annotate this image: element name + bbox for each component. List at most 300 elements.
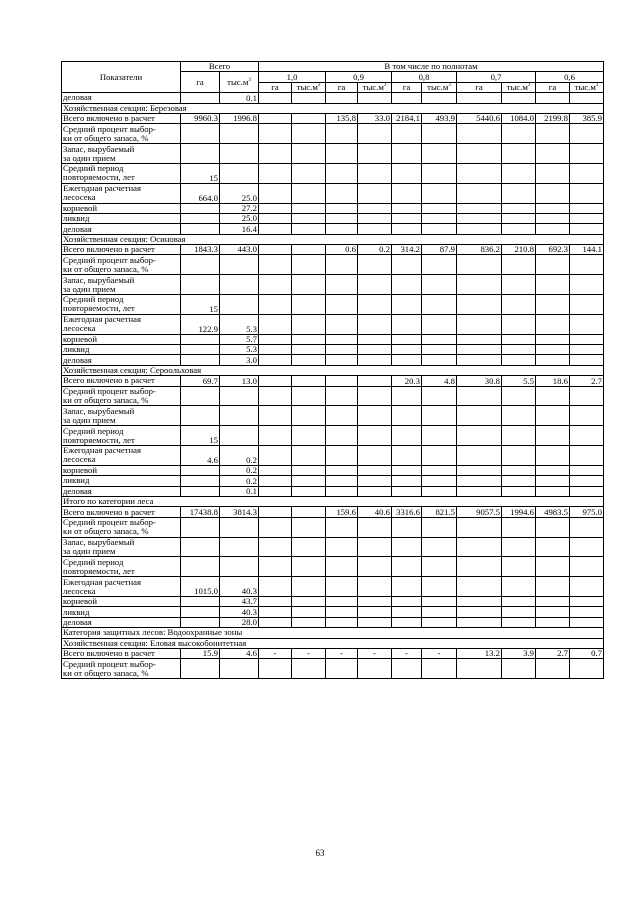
table-cell: 15 <box>181 295 220 315</box>
table-cell <box>536 577 570 597</box>
table-cell <box>392 203 422 213</box>
table-cell <box>326 486 358 496</box>
table-cell <box>292 113 326 123</box>
table-cell <box>502 255 536 275</box>
table-cell <box>392 314 422 334</box>
table-cell <box>358 314 392 334</box>
table-cell <box>422 345 457 355</box>
table-cell <box>181 406 220 426</box>
table-cell <box>259 93 292 103</box>
table-cell <box>259 355 292 365</box>
row-label: Средний процент выбор- ки от общего запаса, % <box>62 124 181 144</box>
table-cell <box>220 144 259 164</box>
table-cell <box>422 577 457 597</box>
table-cell <box>326 255 358 275</box>
table-cell <box>392 659 422 679</box>
table-cell <box>326 607 358 617</box>
table-cell <box>292 314 326 334</box>
table-cell <box>292 537 326 557</box>
table-cell <box>326 355 358 365</box>
table-cell: 1996.8 <box>220 113 259 123</box>
table-cell <box>502 213 536 223</box>
table-cell: 9057.5 <box>457 507 502 517</box>
table-cell <box>220 426 259 446</box>
table-cell <box>392 144 422 164</box>
table-cell <box>292 406 326 426</box>
table-cell <box>502 355 536 365</box>
table-cell: 0.1 <box>220 486 259 496</box>
table-row <box>62 163 604 183</box>
table-cell <box>536 124 570 144</box>
table-cell <box>259 345 292 355</box>
table-cell <box>326 376 358 386</box>
table-cell <box>536 93 570 103</box>
table-cell <box>259 376 292 386</box>
table-cell <box>358 213 392 223</box>
table-cell <box>457 355 502 365</box>
table-cell <box>392 406 422 426</box>
table-cell <box>422 93 457 103</box>
table-cell <box>292 476 326 486</box>
table-cell <box>326 659 358 679</box>
table-cell <box>502 314 536 334</box>
table-row <box>62 476 604 486</box>
row-label: корневой <box>62 203 181 213</box>
table-cell: 43.7 <box>220 596 259 606</box>
table-cell <box>502 224 536 234</box>
table-cell <box>292 386 326 406</box>
header-unit-vol: $тыс.м^3$ <box>502 82 536 92</box>
row-label: Средний период повторяемости, лет <box>62 557 181 577</box>
row-label: Ежегодная расчетная лесосека <box>62 446 181 466</box>
table-cell <box>570 465 604 475</box>
table-cell <box>392 255 422 275</box>
table-cell <box>292 557 326 577</box>
table-row <box>62 617 604 627</box>
row-label: Средний процент выбор- ки от общего запаса, % <box>62 517 181 537</box>
table-cell: 3.9 <box>502 648 536 658</box>
table-cell <box>422 255 457 275</box>
table-row <box>62 517 604 537</box>
table-cell <box>259 255 292 275</box>
table-cell: - <box>422 648 457 658</box>
table-cell <box>292 245 326 255</box>
table-row <box>62 224 604 234</box>
table-cell <box>292 577 326 597</box>
table-cell <box>502 295 536 315</box>
table-cell <box>220 386 259 406</box>
table-cell <box>536 465 570 475</box>
table-cell <box>536 426 570 446</box>
table-cell <box>292 275 326 295</box>
table-cell <box>181 617 220 627</box>
table-cell <box>292 465 326 475</box>
table-cell <box>422 617 457 627</box>
table-cell: 5.3 <box>220 314 259 334</box>
row-label: Средний период повторяемости, лет <box>62 426 181 446</box>
table-cell <box>358 406 392 426</box>
table-cell <box>181 124 220 144</box>
table-cell <box>326 345 358 355</box>
table-cell <box>358 557 392 577</box>
table-row <box>62 144 604 164</box>
table-cell <box>536 213 570 223</box>
row-label: ликвид <box>62 345 181 355</box>
table-cell <box>570 144 604 164</box>
header-unit-ha: га <box>536 82 570 92</box>
table-cell <box>358 255 392 275</box>
section-row <box>62 103 604 113</box>
table-cell <box>536 476 570 486</box>
table-row <box>62 507 604 517</box>
table-cell <box>358 144 392 164</box>
table-cell: 3814.3 <box>220 507 259 517</box>
table-cell: 27.2 <box>220 203 259 213</box>
table-cell <box>422 314 457 334</box>
table-cell <box>457 577 502 597</box>
row-label: корневой <box>62 334 181 344</box>
table-cell <box>358 386 392 406</box>
table-cell <box>457 557 502 577</box>
table-row <box>62 334 604 344</box>
table-row <box>62 203 604 213</box>
table-cell <box>392 163 422 183</box>
table-cell <box>326 476 358 486</box>
table-cell <box>457 659 502 679</box>
row-label: Запас, вырубаемый за один прием <box>62 537 181 557</box>
table-cell: 4.6 <box>181 446 220 466</box>
table-cell <box>536 517 570 537</box>
table-body <box>62 93 604 679</box>
table-cell: 1084.0 <box>502 113 536 123</box>
table-cell <box>358 355 392 365</box>
table-cell <box>358 426 392 446</box>
table-cell <box>292 376 326 386</box>
table-cell <box>326 93 358 103</box>
table-cell <box>457 163 502 183</box>
table-cell <box>326 224 358 234</box>
table-cell <box>292 334 326 344</box>
header-indicators: Показатели <box>62 62 181 93</box>
table-cell <box>422 537 457 557</box>
table-cell <box>502 659 536 679</box>
table-cell: - <box>259 648 292 658</box>
header-unit-ha: га <box>457 82 502 92</box>
table-cell <box>570 314 604 334</box>
table-cell <box>220 255 259 275</box>
table-cell <box>292 446 326 466</box>
table-cell <box>181 465 220 475</box>
table-cell <box>181 224 220 234</box>
table-cell <box>570 93 604 103</box>
table-cell <box>358 476 392 486</box>
table-cell <box>457 426 502 446</box>
table-cell <box>326 203 358 213</box>
section-row <box>62 496 604 506</box>
table-cell <box>259 295 292 315</box>
table-cell <box>358 446 392 466</box>
table-cell <box>292 255 326 275</box>
table-cell <box>570 446 604 466</box>
table-cell <box>570 163 604 183</box>
section-row <box>62 628 604 638</box>
table-cell <box>181 596 220 606</box>
table-cell <box>358 596 392 606</box>
table-cell <box>502 617 536 627</box>
table-cell <box>292 486 326 496</box>
table-row <box>62 596 604 606</box>
table-cell <box>536 406 570 426</box>
table-cell <box>502 163 536 183</box>
table-cell <box>422 355 457 365</box>
table-cell: 4983.5 <box>536 507 570 517</box>
table-cell <box>422 334 457 344</box>
table-cell <box>358 376 392 386</box>
table-cell <box>292 517 326 537</box>
table-cell <box>502 465 536 475</box>
table-cell: 3316.6 <box>392 507 422 517</box>
table-row <box>62 406 604 426</box>
table-cell <box>536 446 570 466</box>
table-cell <box>570 386 604 406</box>
table-cell <box>570 275 604 295</box>
table-cell: 2184.1 <box>392 113 422 123</box>
table-cell: 16.4 <box>220 224 259 234</box>
table-cell: 13.0 <box>220 376 259 386</box>
table-cell: 385.9 <box>570 113 604 123</box>
row-label: деловая <box>62 93 181 103</box>
table-cell <box>570 426 604 446</box>
row-label: корневой <box>62 465 181 475</box>
row-label: Средний процент выбор- ки от общего запаса, % <box>62 386 181 406</box>
table-cell <box>292 596 326 606</box>
table-cell <box>358 275 392 295</box>
table-cell <box>358 295 392 315</box>
table-row <box>62 213 604 223</box>
table-cell <box>502 446 536 466</box>
table-cell <box>502 183 536 203</box>
table-cell <box>259 617 292 627</box>
table-cell <box>259 659 292 679</box>
table-cell <box>326 163 358 183</box>
table-cell <box>536 163 570 183</box>
table-cell <box>259 476 292 486</box>
table-cell <box>502 124 536 144</box>
table-cell <box>358 334 392 344</box>
table-cell <box>457 183 502 203</box>
table-cell: 692.3 <box>536 245 570 255</box>
table-cell <box>502 93 536 103</box>
section-title: Итого по категории леса <box>62 496 604 506</box>
table-cell <box>502 476 536 486</box>
table-cell <box>422 465 457 475</box>
table-cell <box>422 426 457 446</box>
header-unit-vol: $тыс.м^3$ <box>570 82 604 92</box>
table-cell <box>422 596 457 606</box>
table-cell <box>536 255 570 275</box>
table-row <box>62 183 604 203</box>
table-cell <box>536 334 570 344</box>
table-cell: 2.7 <box>570 376 604 386</box>
table-cell <box>502 517 536 537</box>
table-cell <box>536 144 570 164</box>
table-cell <box>570 577 604 597</box>
header-including: В том числе по полнотам <box>259 62 604 72</box>
table-cell <box>570 537 604 557</box>
section-title: Хозяйственная секция: Березовая <box>62 103 604 113</box>
table-cell <box>358 517 392 537</box>
table-cell: 2199.8 <box>536 113 570 123</box>
table-cell <box>358 163 392 183</box>
table-cell <box>358 203 392 213</box>
table-cell <box>259 507 292 517</box>
forest-cutting-table <box>61 61 604 679</box>
table-cell <box>259 446 292 466</box>
table-cell: 30.8 <box>457 376 502 386</box>
table-cell <box>536 537 570 557</box>
table-cell <box>457 596 502 606</box>
table-cell <box>457 465 502 475</box>
table-cell: 0.2 <box>220 465 259 475</box>
table-cell <box>570 345 604 355</box>
table-cell <box>536 275 570 295</box>
table-cell <box>502 596 536 606</box>
table-cell <box>392 557 422 577</box>
table-cell <box>292 93 326 103</box>
table-row <box>62 345 604 355</box>
table-cell <box>220 557 259 577</box>
table-cell <box>536 659 570 679</box>
table-cell <box>292 183 326 203</box>
table-cell: 821.5 <box>422 507 457 517</box>
table-row <box>62 577 604 597</box>
table-cell <box>181 203 220 213</box>
row-label: деловая <box>62 224 181 234</box>
table-cell <box>457 345 502 355</box>
table-cell <box>220 163 259 183</box>
table-cell <box>259 124 292 144</box>
table-cell: 0.2 <box>220 476 259 486</box>
table-cell: 0.7 <box>570 648 604 658</box>
table-cell <box>536 355 570 365</box>
row-label: Средний процент выбор- ки от общего запаса, % <box>62 659 181 679</box>
table-cell: - <box>358 648 392 658</box>
table-cell <box>422 203 457 213</box>
table-cell <box>292 163 326 183</box>
table-row <box>62 275 604 295</box>
row-label: Запас, вырубаемый за один прием <box>62 144 181 164</box>
table-cell: 13.2 <box>457 648 502 658</box>
table-cell <box>358 224 392 234</box>
table-cell <box>502 345 536 355</box>
table-cell <box>181 255 220 275</box>
row-label: Всего включено в расчет <box>62 648 181 658</box>
table-cell <box>326 557 358 577</box>
table-cell <box>292 144 326 164</box>
table-cell: 0.1 <box>220 93 259 103</box>
table-cell <box>536 617 570 627</box>
table-cell: 210.8 <box>502 245 536 255</box>
table-cell <box>326 295 358 315</box>
table-cell <box>181 93 220 103</box>
table-cell <box>292 617 326 627</box>
table-cell <box>536 607 570 617</box>
table-cell <box>326 596 358 606</box>
table-cell <box>358 537 392 557</box>
table-cell <box>259 596 292 606</box>
page-sheet <box>61 61 603 679</box>
table-cell: 0.2 <box>358 245 392 255</box>
table-cell <box>570 255 604 275</box>
header-unit-vol: $тыс.м^3$ <box>292 82 326 92</box>
table-row <box>62 446 604 466</box>
table-cell: 69.7 <box>181 376 220 386</box>
row-label: Ежегодная расчетная лесосека <box>62 577 181 597</box>
table-cell <box>422 124 457 144</box>
table-cell <box>259 213 292 223</box>
table-cell <box>457 476 502 486</box>
table-cell <box>570 557 604 577</box>
table-cell <box>457 334 502 344</box>
table-cell <box>422 659 457 679</box>
table-cell <box>570 295 604 315</box>
table-cell <box>422 144 457 164</box>
table-cell: 144.1 <box>570 245 604 255</box>
table-row <box>62 295 604 315</box>
table-cell <box>457 517 502 537</box>
section-title: Хозяйственная секция: Осиновая <box>62 234 604 244</box>
table-cell <box>259 607 292 617</box>
row-label: корневой <box>62 596 181 606</box>
table-cell: 28.0 <box>220 617 259 627</box>
table-cell <box>502 334 536 344</box>
table-cell <box>259 577 292 597</box>
table-cell <box>181 386 220 406</box>
table-cell <box>422 224 457 234</box>
table-cell <box>220 406 259 426</box>
row-label: ликвид <box>62 213 181 223</box>
table-cell <box>502 607 536 617</box>
table-cell <box>259 334 292 344</box>
table-cell <box>259 275 292 295</box>
table-cell <box>457 537 502 557</box>
table-cell <box>392 465 422 475</box>
row-label: Всего включено в расчет <box>62 376 181 386</box>
header-unit-vol: $тыс.м^3$ <box>358 82 392 92</box>
section-row <box>62 638 604 648</box>
table-row <box>62 426 604 446</box>
table-cell <box>422 183 457 203</box>
table-cell <box>422 557 457 577</box>
table-cell <box>502 386 536 406</box>
table-cell <box>570 596 604 606</box>
table-row <box>62 659 604 679</box>
header-unit-ha: га <box>392 82 422 92</box>
table-cell <box>502 275 536 295</box>
header-unit-ha: га <box>259 82 292 92</box>
table-cell <box>292 507 326 517</box>
table-cell <box>292 607 326 617</box>
table-cell <box>392 607 422 617</box>
table-cell <box>181 144 220 164</box>
table-cell <box>259 245 292 255</box>
table-cell <box>259 183 292 203</box>
table-cell: 15 <box>181 426 220 446</box>
row-label: Всего включено в расчет <box>62 507 181 517</box>
table-cell <box>392 426 422 446</box>
table-cell <box>457 213 502 223</box>
table-cell <box>536 486 570 496</box>
